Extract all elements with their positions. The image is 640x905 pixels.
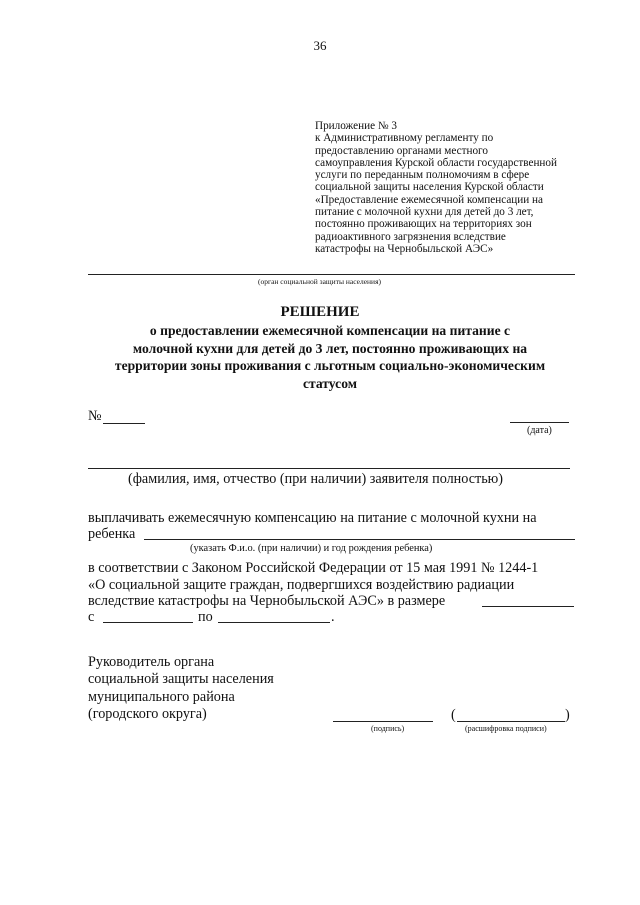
organ-label: (орган социальной защиты населения) bbox=[258, 277, 382, 286]
body-line-1: выплачивать ежемесячную компенсацию на питание с молочной кухни на bbox=[88, 510, 537, 526]
appendix-block bbox=[315, 120, 585, 255]
appendix-line: услуги по переданным полномочиям в сфере bbox=[315, 169, 530, 182]
child-field bbox=[144, 539, 575, 540]
signature-label: (подпись) bbox=[371, 724, 405, 733]
number-prefix: № bbox=[88, 408, 102, 424]
appendix-line: предоставлению органами местного bbox=[315, 144, 488, 157]
body-line-3: в соответствии с Законом Российской Федерации от 15 мая 1991 № 1244-1 bbox=[88, 560, 539, 576]
page-number: 36 bbox=[313, 38, 327, 53]
head-line: муниципального района bbox=[88, 688, 235, 705]
signature-field bbox=[333, 721, 433, 722]
end-period: . bbox=[331, 609, 335, 625]
decode-close-paren: ) bbox=[565, 707, 570, 723]
head-line: социальной защиты населения bbox=[88, 671, 274, 688]
child-label: (указать Ф.и.о. (при наличии) и год рождения ребенка) bbox=[190, 543, 433, 554]
to-date-field bbox=[218, 622, 330, 623]
decode-open-paren: ( bbox=[451, 707, 456, 723]
appendix-line: катастрофы на Чернобыльской АЭС» bbox=[315, 242, 494, 255]
body-line-5: вследствие катастрофы на Чернобыльской АЭС» в размере bbox=[88, 593, 446, 609]
from-date-field bbox=[103, 622, 193, 623]
appendix-line: «Предоставление ежемесячной компенсации на bbox=[315, 193, 544, 206]
head-title bbox=[88, 654, 274, 724]
appendix-line: питание с молочной кухни для детей до 3 лет, bbox=[315, 206, 534, 219]
body-line-2: ребенка bbox=[88, 526, 136, 542]
head-line: (городского округа) bbox=[88, 706, 207, 723]
subtitle-line: статусом bbox=[302, 375, 358, 391]
head-line: Руководитель органа bbox=[88, 654, 215, 670]
decision-subtitle bbox=[60, 322, 600, 392]
applicant-line bbox=[88, 468, 570, 469]
applicant-label: (фамилия, имя, отчество (при наличии) заявителя полностью) bbox=[128, 471, 504, 487]
appendix-line: радиоактивного загрязнения вследствие bbox=[315, 230, 506, 243]
decision-title: РЕШЕНИЕ bbox=[280, 304, 360, 320]
organ-line bbox=[88, 274, 575, 275]
date-field bbox=[510, 422, 569, 423]
to-word: по bbox=[198, 609, 213, 625]
subtitle-line: территории зоны проживания с льготным социально-экономическим bbox=[114, 358, 546, 374]
date-label: (дата) bbox=[527, 425, 552, 436]
decode-field bbox=[457, 721, 565, 722]
appendix-line: самоуправления Курской области государственной bbox=[315, 156, 557, 169]
subtitle-line: молочной кухни для детей до 3 лет, постоянно проживающих на bbox=[132, 340, 528, 356]
appendix-line: Приложение № 3 bbox=[315, 120, 397, 132]
appendix-line: к Административному регламенту по bbox=[315, 132, 494, 145]
appendix-line: социальной защиты населения Курской области bbox=[315, 181, 544, 194]
number-field bbox=[103, 423, 145, 424]
amount-field bbox=[482, 606, 574, 607]
appendix-line: постоянно проживающих на территориях зон bbox=[315, 218, 532, 231]
decode-label: (расшифровка подписи) bbox=[465, 724, 547, 733]
subtitle-line: о предоставлении ежемесячной компенсации на питание с bbox=[149, 323, 511, 338]
from-word: с bbox=[88, 609, 95, 625]
body-line-4: «О социальной защите граждан, подвергшихся воздействию радиации bbox=[88, 577, 515, 593]
